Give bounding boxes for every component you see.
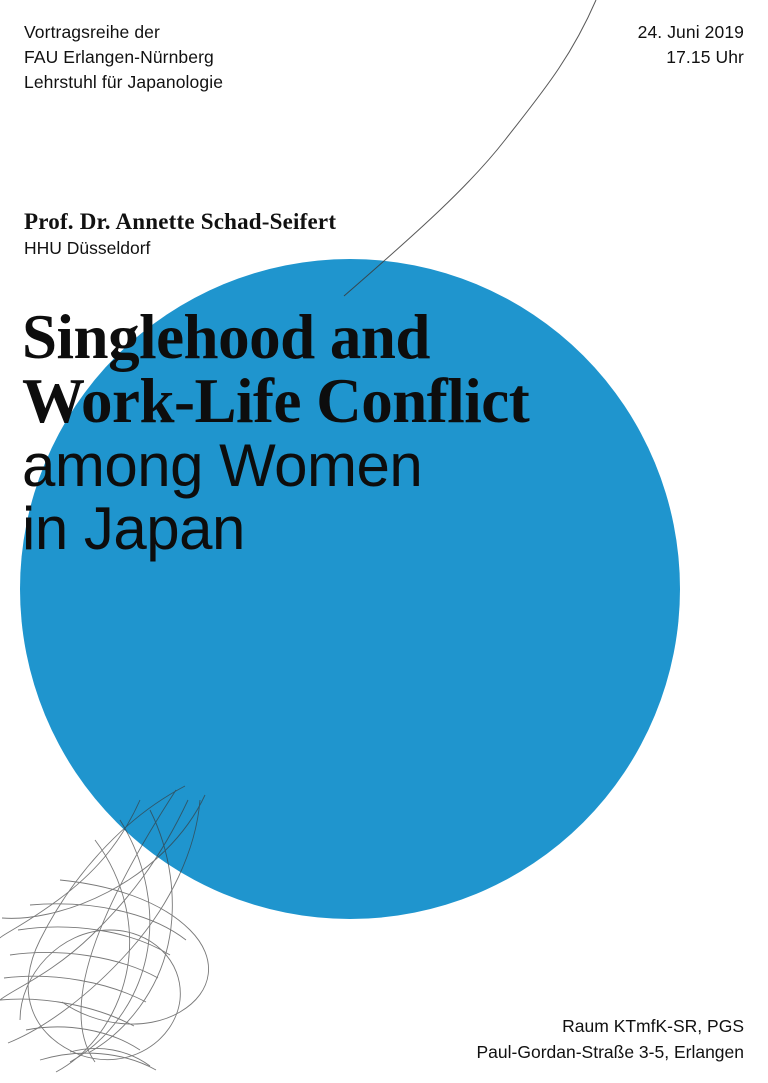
venue-room: Raum KTmfK-SR, PGS — [562, 1016, 744, 1037]
title-line-4: in Japan — [22, 495, 245, 563]
title-line-3: among Women — [22, 431, 423, 499]
title-line-2: Work-Life Conflict — [22, 366, 530, 437]
lecture-series-block — [24, 20, 223, 95]
speaker-affiliation: HHU Düsseldorf — [24, 238, 151, 258]
speaker-name: Prof. Dr. Annette Schad-Seifert — [24, 209, 337, 234]
venue-block — [477, 1014, 745, 1065]
page-title — [22, 302, 722, 563]
series-line-1: Vortragsreihe der — [24, 22, 160, 42]
series-line-3: Lehrstuhl für Japanologie — [24, 71, 224, 92]
event-time: 17.15 Uhr — [666, 46, 744, 67]
speaker-block — [24, 209, 336, 259]
title-line-1: Singlehood and — [22, 302, 430, 372]
event-date: 24. Juni 2019 — [637, 22, 744, 42]
series-line-2: FAU Erlangen-Nürnberg — [24, 46, 214, 67]
event-datetime-block — [638, 20, 744, 70]
venue-address: Paul-Gordan-Straße 3-5, Erlangen — [476, 1041, 744, 1062]
poster-header — [24, 20, 744, 95]
